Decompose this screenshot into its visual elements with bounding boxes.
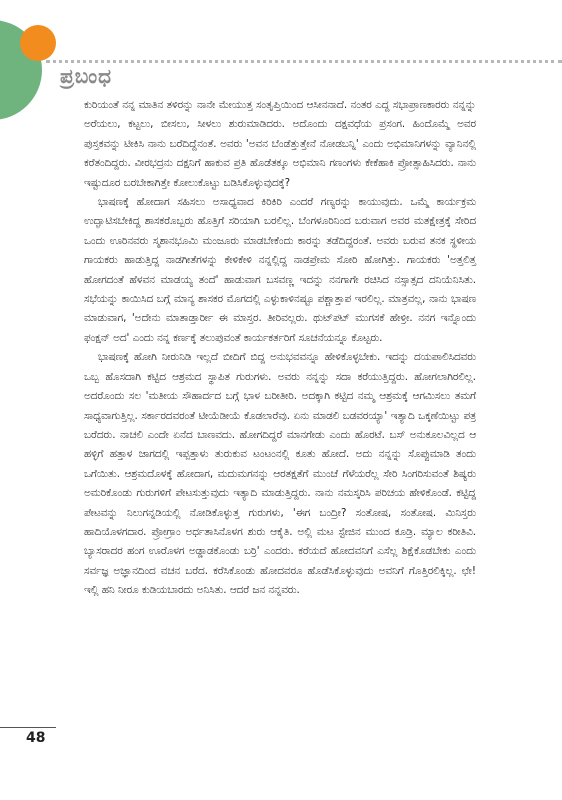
header-dotted-rule — [46, 60, 562, 63]
page-number-rule — [0, 727, 56, 728]
decorative-orange-circle — [20, 25, 56, 61]
article-body — [84, 96, 476, 601]
paragraph-1: ಕುರಿಯಂತೆ ನನ್ನ ಮಾತಿನ ತಳಿರನ್ನು ನಾನೇ ಮೇಯುತ್ತ ಸಂತೃಪ್ತಿಯಿಂದ ಆಸೀನನಾದೆ. ನಂತರ ಎದ್ದ ಸಭಾಪ್ರಾಣಕಾರರು ನನ್ನನ್ನು ಅರೆಯಲು, ಕಟ್ಟಲು, ಬೀಸಲು, ಸೀಳಲು ಶುರುಮಾಡಿದರು. ಅದೊಂದು ದಕ್ಷವಧೆಯ ಪ್ರಸಂಗ. ಹಿಂದೊಮ್ಮೆ ಅವರ ಪುಸ್ತಕವನ್ನು ಟೀಕಿಸಿ ನಾನು ಬರೆದಿದ್ದೆನಂತೆ. ಅವರು 'ಅವನ ಬೆಂಡೆತ್ತುತ್ತೇನೆ ನೋಡಬನ್ನಿ' ಎಂದು ಅಭಿಮಾನಿಗಳನ್ನು ವ್ಯಾನಿನಲ್ಲಿ ಕರೆತಂದಿದ್ದರು. ವೀರಭದ್ರನು ದಕ್ಷನಿಗೆ ಹಾಕುವ ಪ್ರತಿ ಹೊಡೆತಕ್ಕೂ ಅಭಿಮಾನಿ ಗಣಂಗಳು ಕೇಕೆಹಾಕಿ ಪ್ರೋತ್ಸಾಹಿಸಿದರು. ನಾನು ಇಷ್ಟುದೂರ ಬರಬೇಕಾಗಿತ್ತೇ ಕೋಲುಕೊಟ್ಟು ಬಡಿಸಿಕೊಳ್ಳುವುದಕ್ಕೆ? — [84, 99, 476, 189]
page-number: 48 — [26, 730, 46, 746]
section-title: ಪ್ರಬಂಧ — [60, 64, 113, 88]
paragraph-2: ಭಾಷಣಕ್ಕೆ ಹೋದಾಗ ಸಹಿಸಲು ಅಸಾಧ್ಯವಾದ ಕಿರಿಕಿರಿ ಎಂದರೆ ಗಣ್ಯರನ್ನು ಕಾಯುವುದು. ಒಮ್ಮೆ ಕಾರ್ಯಕ್ರಮ ಉದ್ಘಾಟಿಸಬೇಕಿದ್ದ ಶಾಸಕರೊಬ್ಬರು ಹೊತ್ತಿಗೆ ಸರಿಯಾಗಿ ಬರಲಿಲ್ಲ. ಬೆಂಗಳೂರಿನಿಂದ ಬರುವಾಗ ಅವರ ಮತಕ್ಷೇತ್ರಕ್ಕೆ ಸೇರಿದ ಒಂದು ಊರಿನವರು ಸ್ಮಶಾನಭೂಮಿ ಮಂಜೂರು ಮಾಡಬೇಕೆಂದು ಕಾರನ್ನು ತಡೆದಿದ್ದರಂತೆ. ಅವರು ಬರುವ ತನಕ ಸ್ಥಳೀಯ ಗಾಯಕರು ಹಾಡುತ್ತಿದ್ದ ನಾಡಗೀತೆಗಳನ್ನು ಕೇಳಿಕೇಳಿ ನನ್ನಲ್ಲಿದ್ದ ನಾಡಪ್ರೇಮ ಸೋರಿ ಹೋಗಿತ್ತು. ಗಾಯಕರು 'ಅತ್ತಲಿತ್ತ ಹೋಗದಂತೆ ಹೆಳವನ ಮಾಡಯ್ಯ ತಂದೆ' ಹಾಡುವಾಗ ಬಸವಣ್ಣ ಇದನ್ನು ನನಗಾಗೇ ರಚಿಸಿದ ನಸ್ಸಾತ್ಸದ ದನಿಯೆನಿಸಿತು. ಸಭೆಯನ್ನು ಕಾಯಿಸಿದ ಬಗ್ಗೆ ಮಾನ್ಯ ಶಾಸಕರ ಮೊಗದಲ್ಲಿ ಎಳ್ಳುಕಾಳಿನಷ್ಟೂ ಪಶ್ಚಾತ್ತಾಪ ಇರಲಿಲ್ಲ. ಮಾತ್ರವಲ್ಲ, ನಾನು ಭಾಷಣ ಮಾಡುವಾಗ, 'ಅದೇನು ಮಾತಾಡ್ತಾರ್ರೀ ಈ ಮಾಸ್ತರ. ತೀರಿವಲ್ಲರು. ಥುಟ್‌ಪಟ್ ಮುಗಸಕೆ ಹೇಳ್ರೀ. ನನಗ ಇನ್ನೊಂದು ಫಂಕ್ಷನ್ ಅದ' ಎಂದು ನನ್ನ ಕರ್ಣಕ್ಕೆ ತಲುಪುವಂತೆ ಕಾರ್ಯಕರ್ತರಿಗೆ ಸೂಚನೆಯನ್ನೂ ಕೊಟ್ಟರು. — [84, 196, 476, 344]
paragraph-3: ಭಾಷಣಕ್ಕೆ ಹೋಗಿ ನೀರುನಿಡಿ ಇಲ್ಲದೆ ಬೀದಿಗೆ ಬಿದ್ದ ಅನುಭವವನ್ನೂ ಹೇಳಿಕೊಳ್ಳಬೇಕು. ಇದನ್ನು ದಯಪಾಲಿಸಿದವರು ಒಬ್ಬ ಹೊಸದಾಗಿ ಕಟ್ಟಿದ ಆಶ್ರಮದ ಸ್ಥಾಪಿತ ಗುರುಗಳು. ಅವರು ನನ್ನನ್ನು ಸದಾ ಕರೆಯುತ್ತಿದ್ದರು. ಹೋಗಲಾಗಿರಲಿಲ್ಲ. ಅದರೊಂದು ಸಲ 'ಮತೀಯ ಸೌಹಾರ್ದದ ಬಗ್ಗೆ ಭಾಳ ಬರೀತೀರಿ. ಅದಕ್ಕಾಗಿ ಕಟ್ಟಿದ ನಮ್ಮ ಆಶ್ರಮಕ್ಕೆ ಆಗಮಿಸಲು ತಮಗೆ ಸಾಧ್ಯವಾಗುತ್ತಿಲ್ಲ. ಸರ್ಕಾರದವರಂತೆ ಟೀಯೆಡೀಯೆ ಕೊಡಲಾರೆವು. ಏನು ಮಾಡಲಿ ಬಡವರಯ್ಯಾ' ಇತ್ಯಾದಿ ಒಕ್ಕಣೆಯಿಟ್ಟು ಪತ್ರ ಬರೆದರು. ನಾಚಲಿ ಎಂದೇ ಏನೆದ ಬಾಣವದು. ಹೋಗದಿದ್ದರೆ ಮಾನಗೇಡು ಎಂದು ಹೊರಟೆ. ಬಸ್ ಅನುಕೂಲವಿಲ್ಲದ ಆ ಹಳ್ಳಿಗೆ ಹತ್ತಾಳ ಜಾಗದಲ್ಲಿ ಇಪ್ಪತ್ತಾಳು ತುರುಕುವ ಟಂಟಂನಲ್ಲಿ ಕೂತು ಹೋದೆ. ಅದು ನನ್ನನ್ನು ಸೊಪ್ಪುಮಾಡಿ ತಂದು ಒಗೆಯಿತು. ಆಶ್ರಮದೊಳಕ್ಕೆ ಹೋದಾಗ, ಮದುಮಗನನ್ನು ಆರತಕ್ಷತೆಗೆ ಮುಂಚೆ ಗೆಳೆಯರೆಲ್ಲ ಸೇರಿ ಸಿಂಗರಿಸುವಂತೆ ಶಿಷ್ಯರು ಅಮರಿಕೊಂಡು ಗುರುಗಳಿಗೆ ಪೇಟಸುತ್ತುವುದು ಇತ್ಯಾದಿ ಮಾಡುತ್ತಿದ್ದರು. ನಾನು ನಮಸ್ಕರಿಸಿ ಪರಿಚಯ ಹೇಳಿಕೊಂಡೆ. ಕಟ್ಟಿದ್ದ ಪೇಟವನ್ನು ನಿಲುಗನ್ನಡಿಯಲ್ಲಿ ನೋಡಿಕೊಳ್ಳುತ್ತ ಗುರುಗಳು, 'ಈಗ ಬಂದ್ರೀ? ಸಂತೋಷ, ಸಂತೋಷ. ಮಿನಿಸ್ತರು ಹಾದಿಯೊಳಗದಾರ. ಪ್ರೋಗ್ರಾಂ ಅರ್ಧತಾಸಿನೊಳಗ ಶುರು ಆಕೈತಿ. ಅಲ್ಲಿ ಮಟ ಸ್ಟೇಜಿನ ಮುಂದ ಕೂಡ್ರಿ. ಮ್ಯಾಲ ಕರೀತಿವಿ. ಬ್ಯಾಸರಾದರ ಹಂಗ ಊರೊಳಗ ಅಡ್ಡಾಡಕೊಂಡು ಬರ್ರಿ' ಎಂದರು. ಕರೆಯದೆ ಹೋದವನಿಗೆ ಎಸೆಲ್ಲ ಶಿಕ್ಷೆಕೊಡಬೇಕು ಎಂದು ಸರ್ವಜ್ಞ ಅಜ್ಞಾನದಿಂದ ವಚನ ಬರೆದ. ಕರೆಸಿಕೊಂಡು ಹೋದವರೂ ಹೊಡೆಸಿಕೊಳ್ಳುವುದು ಅವನಿಗೆ ಗೊತ್ತಿರಲಿಕ್ಕಿಲ್ಲ. ಛೇ! ಇಲ್ಲಿ ಹನಿ ನೀರೂ ಕುಡಿಯಬಾರದು ಅನಿಸಿತು. ಆದರೆ ಜನ ನನ್ನವರು. — [84, 351, 476, 597]
